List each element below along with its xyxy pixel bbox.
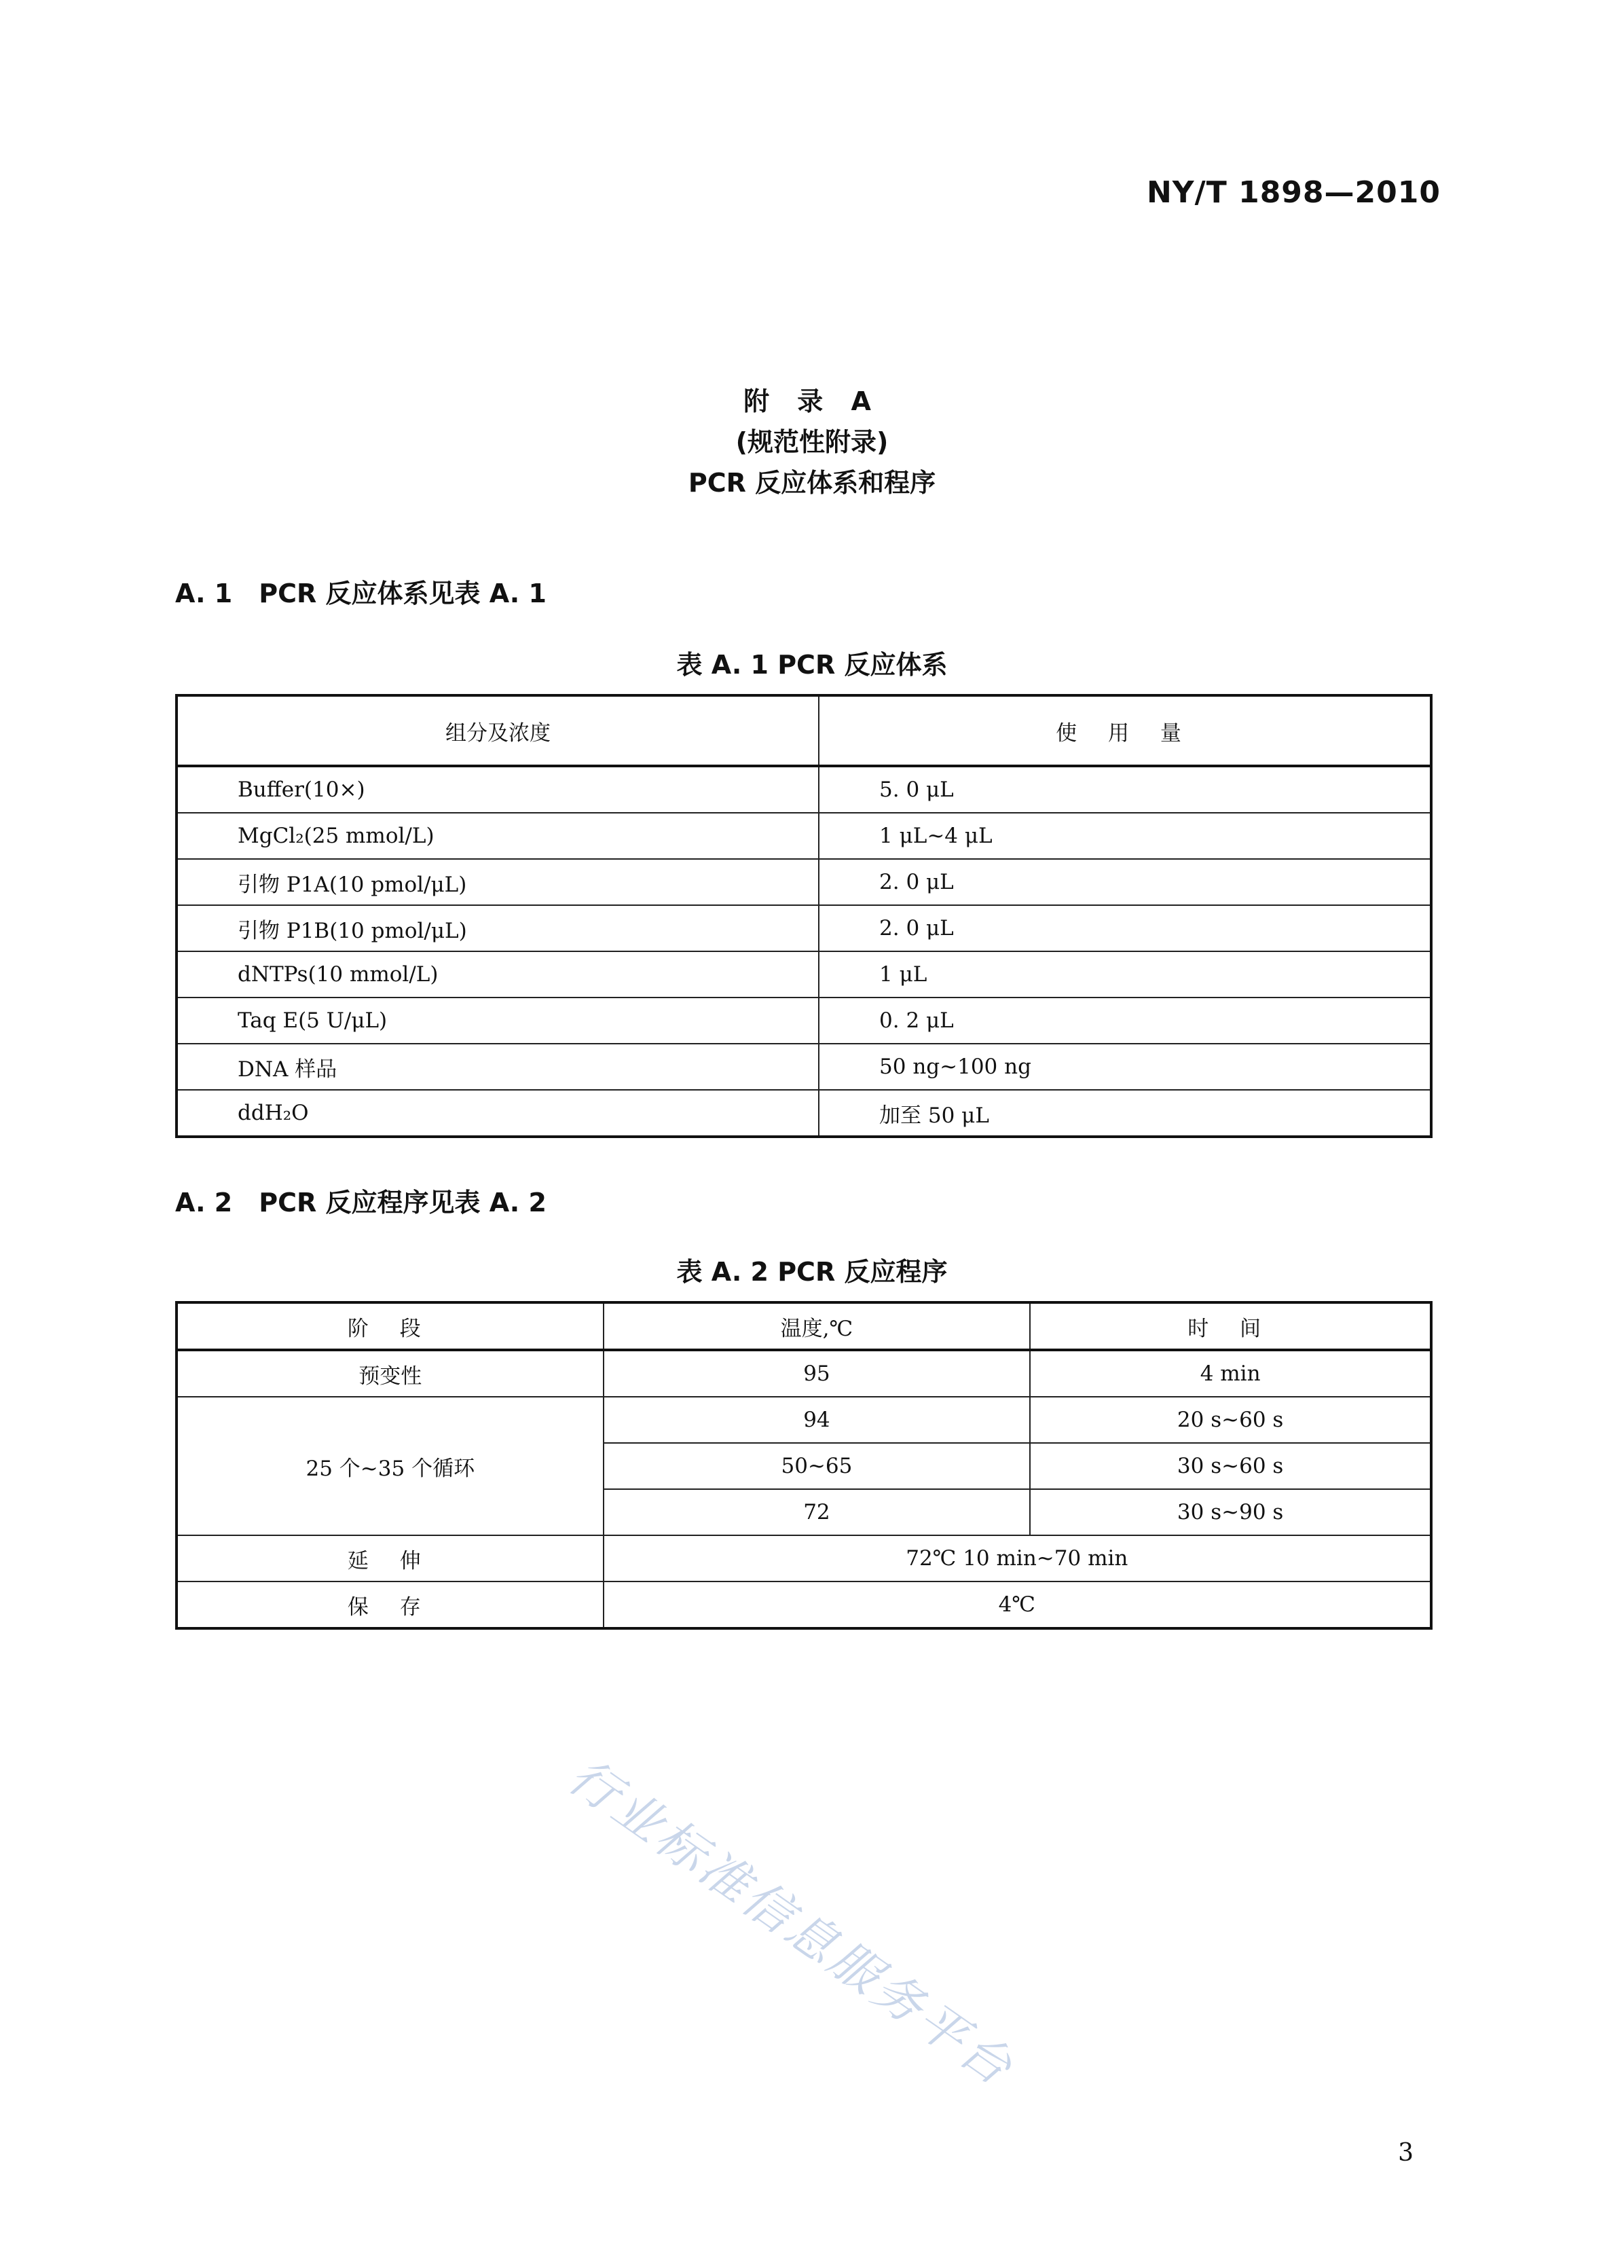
table-row — [177, 766, 1431, 813]
extension-value-cell: 72℃ 10 min~70 min — [604, 1535, 1431, 1581]
table-row — [177, 1044, 1431, 1090]
storage-value-cell: 4℃ — [604, 1581, 1431, 1628]
table-a1-header-amount: 使 用 量 — [819, 695, 1431, 766]
table-a2-header-time: 时 间 — [1030, 1302, 1431, 1350]
time-cell: 20 s~60 s — [1030, 1397, 1431, 1443]
stage-cell: 预变性 — [177, 1350, 604, 1397]
table-row — [177, 1397, 1431, 1443]
temp-cell: 50~65 — [604, 1443, 1031, 1489]
table-row — [177, 1535, 1431, 1581]
section-a2-title: PCR 反应程序见表 A. 2 — [259, 1188, 547, 1218]
table-a1-caption: 表 A. 1 PCR 反应体系 — [676, 650, 948, 680]
component-cell: ddH₂O — [177, 1090, 819, 1137]
stage-cell: 保 存 — [177, 1581, 604, 1628]
table-row — [177, 951, 1431, 998]
section-a1-number: A. 1 — [175, 579, 233, 608]
table-a2-header-stage: 阶 段 — [177, 1302, 604, 1350]
appendix-subtitle: (规范性附录) — [735, 427, 889, 457]
time-cell: 30 s~60 s — [1030, 1443, 1431, 1489]
time-cell: 30 s~90 s — [1030, 1489, 1431, 1535]
table-a2-caption: 表 A. 2 PCR 反应程序 — [676, 1257, 948, 1287]
section-a2-number: A. 2 — [175, 1188, 233, 1218]
table-a2 — [175, 1301, 1433, 1630]
watermark-text: 行业标准信息服务平台 — [558, 1747, 1025, 2098]
table-a1-header-row — [177, 695, 1431, 766]
amount-cell: 1 μL — [819, 951, 1431, 998]
amount-cell: 加至 50 μL — [819, 1090, 1431, 1137]
table-row — [177, 905, 1431, 951]
section-a1-title: PCR 反应体系见表 A. 1 — [259, 579, 547, 608]
table-a1 — [175, 694, 1433, 1138]
section-a2-heading — [175, 1182, 547, 1219]
amount-cell: 50 ng~100 ng — [819, 1044, 1431, 1090]
temp-cell: 95 — [604, 1350, 1031, 1397]
time-cell: 4 min — [1030, 1350, 1431, 1397]
amount-cell: 2. 0 μL — [819, 905, 1431, 951]
amount-cell: 1 μL~4 μL — [819, 813, 1431, 859]
component-cell: Taq E(5 U/μL) — [177, 998, 819, 1044]
amount-cell: 2. 0 μL — [819, 859, 1431, 905]
component-cell: DNA 样品 — [177, 1044, 819, 1090]
table-row — [177, 1581, 1431, 1628]
table-row — [177, 859, 1431, 905]
amount-cell: 0. 2 μL — [819, 998, 1431, 1044]
table-row — [177, 1090, 1431, 1137]
table-a2-header-row — [177, 1302, 1431, 1350]
page-number: 3 — [1398, 2139, 1414, 2167]
table-a1-header-component: 组分及浓度 — [177, 695, 819, 766]
component-cell: dNTPs(10 mmol/L) — [177, 951, 819, 998]
table-row — [177, 998, 1431, 1044]
section-a1-heading — [175, 572, 547, 610]
table-row — [177, 813, 1431, 859]
stage-cell: 延 伸 — [177, 1535, 604, 1581]
cycle-stage-cell: 25 个~35 个循环 — [177, 1397, 604, 1535]
amount-cell: 5. 0 μL — [819, 766, 1431, 813]
table-a2-header-temp: 温度,℃ — [604, 1302, 1031, 1350]
component-cell: 引物 P1B(10 pmol/μL) — [177, 905, 819, 951]
component-cell: MgCl₂(25 mmol/L) — [177, 813, 819, 859]
component-cell: 引物 P1A(10 pmol/μL) — [177, 859, 819, 905]
temp-cell: 94 — [604, 1397, 1031, 1443]
document-code: NY/T 1898—2010 — [1146, 175, 1441, 210]
appendix-name: PCR 反应体系和程序 — [688, 468, 936, 498]
component-cell: Buffer(10×) — [177, 766, 819, 813]
table-row — [177, 1350, 1431, 1397]
temp-cell: 72 — [604, 1489, 1031, 1535]
appendix-title: 附 录 A — [743, 386, 881, 416]
